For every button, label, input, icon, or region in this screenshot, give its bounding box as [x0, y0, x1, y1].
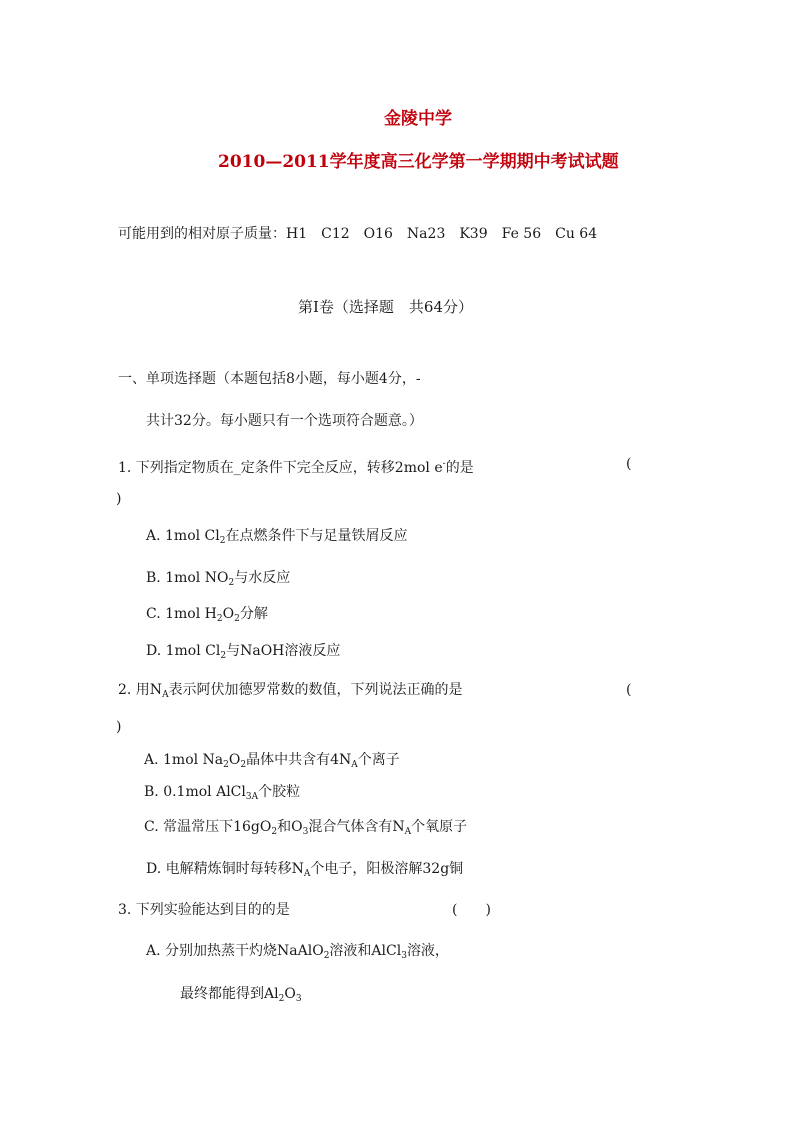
q3-answer-paren: ( ) [452, 902, 491, 918]
question-3-stem: 3. 下列实验能达到目的的是 [118, 902, 290, 918]
q1-option-b: B. 1mol $NO_2$与水反应 [146, 570, 291, 588]
q2-option-b: B. 0.1mol AlCl$_{3A}$个胶粒 [144, 784, 301, 802]
exam-title: 2010—2011学年度高三化学第一学期期中考试试题 [218, 152, 619, 172]
q2-option-c: C. 常温常压下$16gO_2$和$O_3$混合气体含有$N_A$个氧原子 [144, 819, 468, 837]
q1-option-c: C. 1mol $H_2O_2$分解 [146, 606, 268, 624]
q1-option-a: A. 1mol $Cl_2$在点燃条件下与足量铁屑反应 [146, 528, 408, 546]
q2-answer-paren-close: ) [116, 719, 122, 735]
q1-answer-paren-close: ) [116, 491, 122, 507]
question-1-stem: 1. 下列指定物质在_定条件下完全反应，转移2mol e-的是 [118, 459, 474, 476]
q1-answer-paren-open: ( [626, 456, 632, 472]
section-heading: 一、单项选择题（本题包括8小题，每小题4分，- [118, 371, 421, 387]
section-instruction: 共计32分。每小题只有一个选项符合题意。） [146, 413, 423, 429]
q3-option-a-continued: 最终都能得到$Al_2O_3$ [180, 986, 302, 1004]
q3-option-a: A. 分别加热蒸干灼烧NaAlO$_2$溶液和AlCl$_3$溶液， [146, 943, 449, 961]
q1-option-d: D. 1mol $Cl_2$与NaOH溶液反应 [146, 643, 341, 661]
volume-heading: 第Ⅰ卷（选择题 共64分） [298, 298, 474, 316]
q2-option-d: D. 电解精炼铜时每转移$N_A$个电子，阳极溶解32g铜 [146, 861, 464, 879]
school-name: 金陵中学 [384, 109, 452, 129]
question-2-stem: 2. 用$N_A$表示阿伏加德罗常数的数值，下列说法正确的是 [118, 682, 463, 700]
q2-option-a: A. 1mol $Na_2O_2$晶体中共含有$4N_A$个离子 [144, 752, 400, 770]
q2-answer-paren-open: ( [626, 682, 632, 698]
atomic-masses: 可能用到的相对原子质量：H1 C12 O16 Na23 K39 Fe 56 Cu 64 [118, 226, 598, 242]
